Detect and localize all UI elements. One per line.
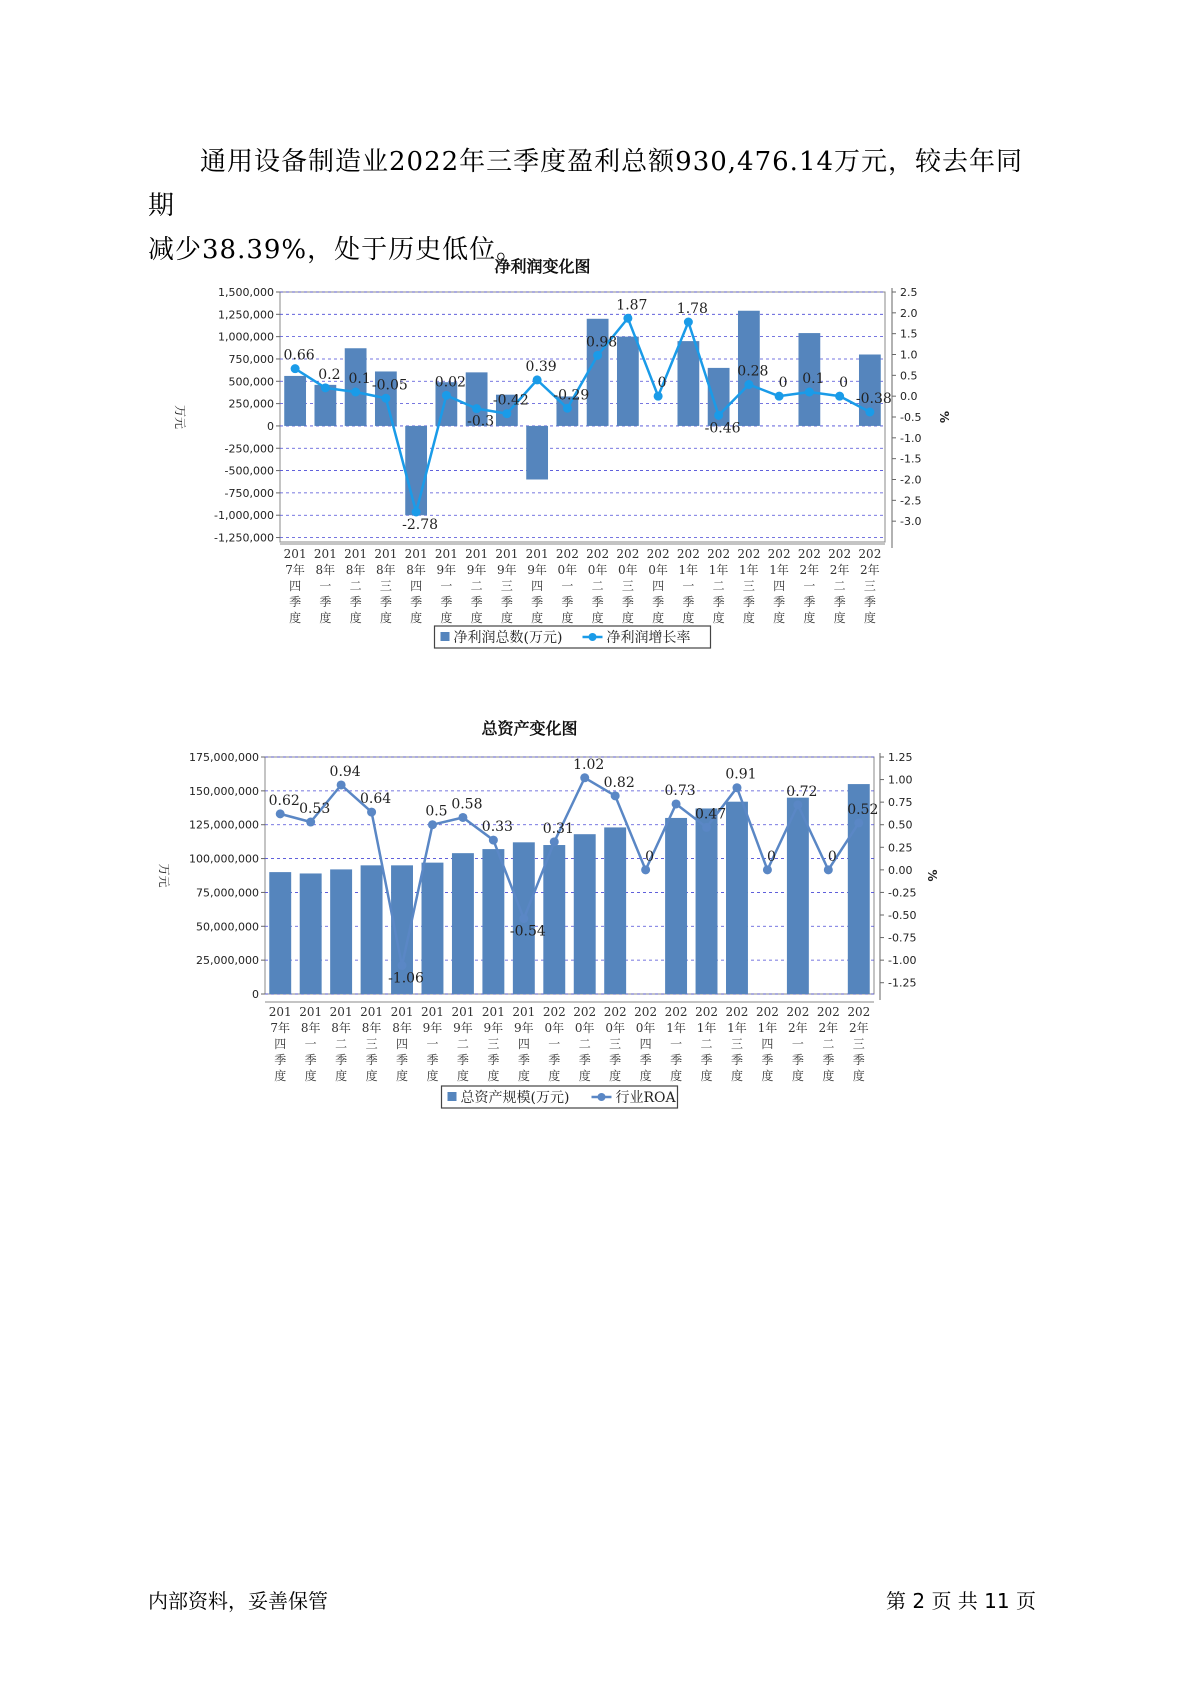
bar xyxy=(422,863,444,994)
y-tick-label: -1,250,000 xyxy=(214,531,274,545)
line-point xyxy=(502,409,511,418)
bar xyxy=(543,845,565,994)
data-label: 0 xyxy=(778,375,788,392)
y-tick-label: 100,000,000 xyxy=(189,852,259,866)
x-category-label: 202 1年一季度 xyxy=(664,1005,688,1083)
line-point xyxy=(623,314,632,323)
bar xyxy=(617,337,639,426)
data-label: 0.02 xyxy=(434,374,466,391)
x-category-label: 201 8年四季度 xyxy=(390,1005,414,1083)
y2-tick-label: -1.5 xyxy=(900,452,922,466)
legend-bar-label: 净利润总数(万元) xyxy=(453,630,563,646)
bar xyxy=(677,341,699,426)
data-label: -1.06 xyxy=(388,970,424,987)
line-point xyxy=(641,865,650,874)
bar xyxy=(604,827,626,994)
y2-tick-label: 1.5 xyxy=(900,327,918,341)
data-label: -2.78 xyxy=(402,517,439,533)
line-point xyxy=(672,799,681,808)
x-category-label: 201 9年三季度 xyxy=(481,1005,505,1083)
bar xyxy=(526,426,548,480)
line-point xyxy=(398,961,407,970)
x-category-label: 201 8年三季度 xyxy=(374,547,398,625)
data-label: 1.02 xyxy=(573,756,605,773)
line-point xyxy=(306,818,315,827)
y2-tick-label: 0.25 xyxy=(888,841,913,855)
bar xyxy=(269,872,291,994)
legend-bar-swatch xyxy=(441,632,450,641)
data-label: -0.38 xyxy=(855,391,892,407)
y2-tick-label: 0.5 xyxy=(900,369,918,383)
y-axis-title: 万元 xyxy=(157,863,171,888)
data-label: 1.87 xyxy=(616,297,648,314)
bar xyxy=(574,834,596,994)
data-label: 0.66 xyxy=(283,347,315,364)
x-category-label: 202 0年三季度 xyxy=(603,1005,627,1083)
x-category-label: 202 1年四季度 xyxy=(767,547,791,625)
line-point xyxy=(337,780,346,789)
line-point xyxy=(519,914,528,923)
data-label: 0.39 xyxy=(525,358,557,375)
legend-line-label: 行业ROA xyxy=(615,1090,676,1106)
line-point xyxy=(472,404,481,413)
y2-tick-label: 1.0 xyxy=(900,348,918,362)
x-category-label: 202 0年四季度 xyxy=(646,547,670,625)
line-point xyxy=(489,836,498,845)
summary-line-2: 减少38.39%，处于历史低位。 xyxy=(148,235,524,265)
line-point xyxy=(854,818,863,827)
chart-svg xyxy=(150,712,970,1132)
y-tick-label: 750,000 xyxy=(228,352,274,366)
x-category-label: 202 2年二季度 xyxy=(816,1005,840,1083)
y-tick-label: 250,000 xyxy=(228,397,274,411)
x-category-label: 202 0年二季度 xyxy=(573,1005,597,1083)
x-category-label: 202 1年二季度 xyxy=(707,547,731,625)
x-category-label: 201 9年二季度 xyxy=(451,1005,475,1083)
x-category-label: 201 9年四季度 xyxy=(525,547,549,625)
y-axis-title: 万元 xyxy=(173,404,187,430)
y2-tick-label: -3.0 xyxy=(900,515,922,529)
data-label: 0.2 xyxy=(318,366,341,383)
data-label: 0.58 xyxy=(451,796,483,813)
line-point xyxy=(865,408,874,417)
bar xyxy=(361,865,383,994)
y-tick-label: 1,250,000 xyxy=(218,308,274,322)
x-category-label: 201 8年二季度 xyxy=(329,1005,353,1083)
x-category-label: 202 1年三季度 xyxy=(725,1005,749,1083)
summary-line-1: 通用设备制造业2022年三季度盈利总额930,476.14万元，较去年同期 xyxy=(148,147,1024,221)
line-point xyxy=(611,791,620,800)
legend-line-label: 净利润增长率 xyxy=(606,630,691,646)
y-tick-label: 50,000,000 xyxy=(196,920,259,934)
y-tick-label: 175,000,000 xyxy=(189,751,259,764)
line-point xyxy=(580,773,589,782)
y2-tick-label: -2.0 xyxy=(900,473,922,487)
x-category-label: 202 2年二季度 xyxy=(828,547,852,625)
line-point xyxy=(351,388,360,397)
line-point xyxy=(805,388,814,397)
data-label: 0.64 xyxy=(359,791,392,808)
x-category-label: 201 9年一季度 xyxy=(421,1005,444,1083)
line-point xyxy=(593,351,602,360)
bar xyxy=(787,798,809,994)
line-point xyxy=(702,823,711,832)
x-category-label: 201 7年四季度 xyxy=(283,547,307,625)
data-label: 0 xyxy=(657,375,667,392)
bar xyxy=(665,818,687,994)
y2-tick-label: 0.75 xyxy=(888,796,913,810)
y2-tick-label: 2.5 xyxy=(900,286,918,299)
net-profit-chart xyxy=(150,250,970,670)
data-label: 0.62 xyxy=(268,792,300,809)
chart-title: 净利润变化图 xyxy=(494,257,591,276)
x-category-label: 202 0年一季度 xyxy=(555,547,579,625)
x-category-label: 201 8年二季度 xyxy=(344,547,368,625)
x-category-label: 202 2年一季度 xyxy=(786,1005,810,1083)
line-point xyxy=(412,508,421,517)
data-label: -0.3 xyxy=(467,413,495,430)
footer-confidential: 内部资料，妥善保管 xyxy=(148,1589,328,1613)
data-label: 0.52 xyxy=(847,801,879,818)
legend-bar-swatch xyxy=(448,1092,457,1101)
data-label: 0.73 xyxy=(664,782,696,799)
legend-line-marker xyxy=(589,633,597,641)
y2-tick-label: 1.00 xyxy=(888,773,913,787)
y-tick-label: 125,000,000 xyxy=(189,818,259,832)
bar xyxy=(696,808,718,994)
line-point xyxy=(763,865,772,874)
line-point xyxy=(824,865,833,874)
x-category-label: 201 7年四季度 xyxy=(268,1005,292,1083)
x-category-label: 201 9年四季度 xyxy=(512,1005,536,1083)
y2-tick-label: -0.5 xyxy=(900,411,922,424)
line-point xyxy=(654,392,663,401)
bar xyxy=(452,853,474,994)
line-point xyxy=(291,364,300,373)
chart-title: 总资产变化图 xyxy=(481,719,578,738)
data-label: 1.78 xyxy=(676,301,708,317)
x-category-label: 202 1年四季度 xyxy=(755,1005,779,1083)
data-label: 0.72 xyxy=(786,783,818,800)
total-assets-chart xyxy=(150,712,970,1132)
y2-tick-label: 2.0 xyxy=(900,306,918,320)
data-label: 0.28 xyxy=(737,363,769,380)
data-label: 0.82 xyxy=(603,774,635,791)
data-label: -0.29 xyxy=(553,387,590,404)
x-category-label: 201 8年四季度 xyxy=(404,547,428,625)
x-category-label: 202 0年二季度 xyxy=(586,547,610,625)
line-point xyxy=(321,383,330,392)
x-category-label: 202 0年三季度 xyxy=(616,547,640,625)
y-tick-label: 0 xyxy=(267,419,274,433)
data-label: 0.33 xyxy=(481,819,513,836)
x-category-label: 201 8年一季度 xyxy=(313,547,337,625)
footer-page-number: 第 2 页 共 11 页 xyxy=(886,1589,1036,1613)
bar xyxy=(482,849,504,994)
data-label: 0.47 xyxy=(694,806,727,823)
line-point xyxy=(684,318,693,327)
data-label: 0 xyxy=(645,848,655,865)
y2-axis-title: % xyxy=(925,869,939,882)
x-category-label: 201 8年三季度 xyxy=(360,1005,384,1083)
y-tick-label: -250,000 xyxy=(224,442,274,456)
data-label: 0.98 xyxy=(586,334,618,351)
bar xyxy=(330,869,352,994)
line-point xyxy=(533,375,542,384)
bar xyxy=(345,348,367,426)
data-label: -0.05 xyxy=(371,377,408,394)
x-category-label: 202 2年一季度 xyxy=(797,547,821,625)
y2-tick-label: 0.00 xyxy=(888,863,913,877)
line-point xyxy=(367,808,376,817)
y-tick-label: 25,000,000 xyxy=(196,954,259,968)
bar xyxy=(726,802,748,994)
y2-tick-label: -1.0 xyxy=(900,431,922,445)
line-point xyxy=(550,837,559,846)
line-point xyxy=(775,392,784,401)
data-label: -0.54 xyxy=(509,923,546,940)
x-category-label: 202 1年二季度 xyxy=(695,1005,718,1083)
plot-frame xyxy=(265,757,874,994)
data-label: 0.5 xyxy=(425,803,448,820)
y2-tick-label: -0.25 xyxy=(888,886,917,900)
line-point xyxy=(744,380,753,389)
plot-frame xyxy=(280,292,885,542)
legend-bar-label: 总资产规模(万元) xyxy=(460,1090,570,1106)
x-category-label: 201 8年一季度 xyxy=(299,1005,323,1083)
x-category-label: 202 0年一季度 xyxy=(542,1005,566,1083)
line-point xyxy=(793,800,802,809)
data-label: 0 xyxy=(766,848,776,865)
data-label: 0.53 xyxy=(299,801,331,818)
y-tick-label: 150,000,000 xyxy=(189,784,259,798)
x-category-label: 201 9年二季度 xyxy=(465,547,489,625)
y2-tick-label: 1.25 xyxy=(888,751,913,764)
data-label: -0.42 xyxy=(492,392,529,409)
y-tick-label: 1,500,000 xyxy=(218,286,274,299)
data-label: -0.46 xyxy=(704,420,741,437)
line-point xyxy=(732,783,741,792)
line-point xyxy=(276,809,285,818)
y2-tick-label: -0.50 xyxy=(888,909,917,922)
bar xyxy=(405,426,427,515)
x-category-label: 201 9年三季度 xyxy=(495,547,519,625)
y-tick-label: -1,000,000 xyxy=(214,509,274,523)
line-point xyxy=(458,813,467,822)
y-tick-label: -500,000 xyxy=(224,464,274,478)
line-point xyxy=(835,392,844,401)
y2-axis-title: % xyxy=(937,410,951,424)
x-category-label: 202 1年三季度 xyxy=(737,547,761,625)
y2-tick-label: 0.50 xyxy=(888,818,913,832)
y-tick-label: 500,000 xyxy=(228,375,274,389)
y2-tick-label: -1.25 xyxy=(888,976,917,990)
data-label: 0.31 xyxy=(542,820,574,837)
y2-tick-label: -0.75 xyxy=(888,931,917,945)
y2-tick-label: 0.0 xyxy=(900,390,918,404)
x-category-label: 202 2年三季度 xyxy=(847,1005,871,1083)
y-tick-label: 0 xyxy=(252,988,259,1001)
x-category-label: 202 2年三季度 xyxy=(858,547,882,625)
x-category-label: 202 0年四季度 xyxy=(634,1005,658,1083)
bar xyxy=(300,873,322,994)
data-label: 0 xyxy=(827,848,837,865)
line-point xyxy=(442,391,451,400)
line-point xyxy=(381,394,390,403)
data-label: 0 xyxy=(839,375,849,392)
y-tick-label: 75,000,000 xyxy=(196,886,259,900)
bar xyxy=(284,376,306,426)
data-label: 0.91 xyxy=(725,766,757,783)
y-tick-label: -750,000 xyxy=(224,486,274,500)
legend-line-marker xyxy=(598,1093,606,1101)
line-point xyxy=(714,411,723,420)
y-tick-label: 1,000,000 xyxy=(218,330,274,344)
data-label: 0.94 xyxy=(329,763,361,780)
chart-svg xyxy=(150,250,970,670)
line-point xyxy=(428,820,437,829)
data-label: 0.1 xyxy=(348,371,371,387)
y2-tick-label: -2.5 xyxy=(900,494,922,508)
line-point xyxy=(563,404,572,413)
data-label: 0.1 xyxy=(802,371,825,387)
x-category-label: 201 9年一季度 xyxy=(434,547,458,625)
y2-tick-label: -1.00 xyxy=(888,954,917,968)
x-category-label: 202 1年一季度 xyxy=(676,547,700,625)
